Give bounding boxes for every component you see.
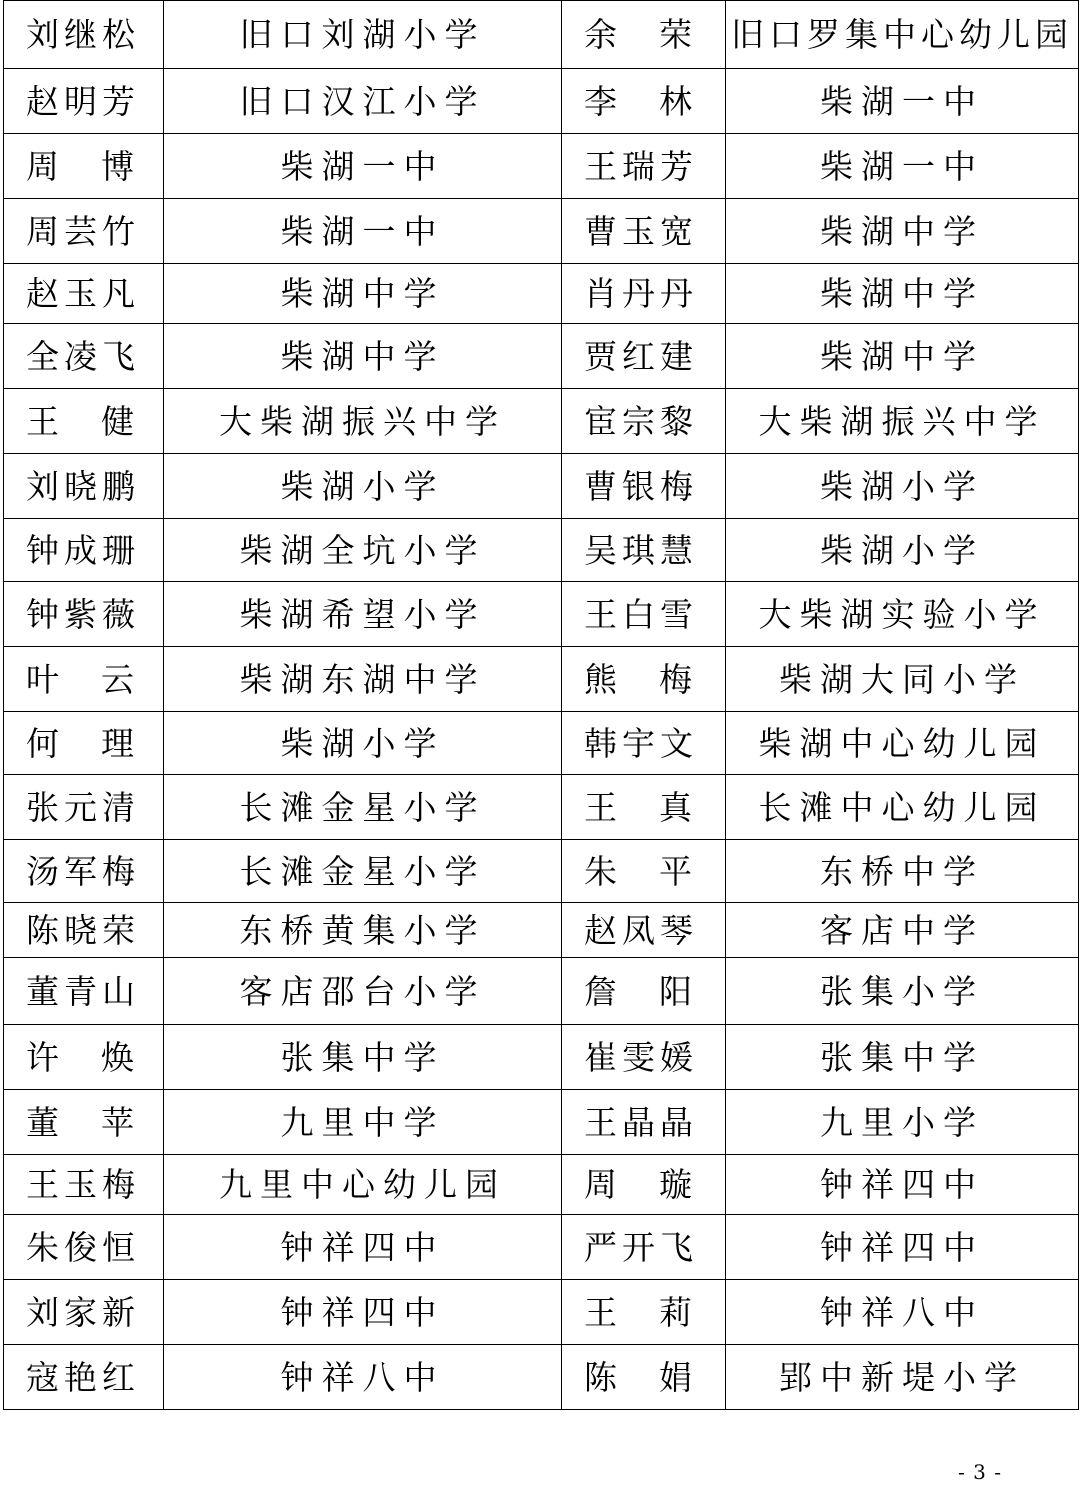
school-name-cell: 大柴湖振兴中学 xyxy=(164,389,562,454)
table-row xyxy=(4,903,1079,958)
teacher-name-cell xyxy=(4,647,164,712)
school-name-cell: 旧口罗集中心幼儿园 xyxy=(726,1,1079,69)
table-row xyxy=(4,775,1079,840)
teacher-name: 余 荣 xyxy=(584,15,692,54)
table-row xyxy=(4,1,1079,69)
school-name-cell: 柴湖小学 xyxy=(726,454,1079,519)
teacher-name-cell: 赵凤琴 xyxy=(562,903,726,958)
school-name-cell: 柴湖中学 xyxy=(164,264,562,324)
school-name-cell: 钟祥四中 xyxy=(164,1280,562,1345)
teacher-name-cell: 肖丹丹 xyxy=(562,264,726,324)
school-name-cell: 长滩金星小学 xyxy=(164,775,562,840)
teacher-name-cell: 曹玉宽 xyxy=(562,199,726,264)
teacher-name-cell: 刘晓鹏 xyxy=(4,454,164,519)
teacher-name-cell: 赵明芳 xyxy=(4,69,164,134)
teacher-name-cell: 钟紫薇 xyxy=(4,582,164,647)
teacher-name-cell: 全凌飞 xyxy=(4,324,164,389)
school-name-cell: 张集中学 xyxy=(726,1025,1079,1090)
school-name-cell: 郢中新堤小学 xyxy=(726,1345,1079,1410)
teacher-name: 陈 娟 xyxy=(584,1357,692,1397)
school-name-cell: 柴湖小学 xyxy=(164,454,562,519)
teacher-name-cell: 朱俊恒 xyxy=(4,1215,164,1280)
table-row xyxy=(4,1025,1079,1090)
teacher-name: 詹 阳 xyxy=(584,971,692,1011)
school-name-cell: 柴湖大同小学 xyxy=(726,647,1079,712)
teacher-name: 熊 梅 xyxy=(584,659,692,699)
teacher-name: 周 璇 xyxy=(584,1165,692,1204)
teacher-name: 董 苹 xyxy=(26,1102,134,1142)
table-row xyxy=(4,1280,1079,1345)
teacher-name-cell: 王玉梅 xyxy=(4,1155,164,1215)
roster-table xyxy=(3,0,1079,1410)
school-name-cell: 柴湖中学 xyxy=(726,199,1079,264)
table-row xyxy=(4,519,1079,582)
teacher-name-cell: 严开飞 xyxy=(562,1215,726,1280)
table-row xyxy=(4,582,1079,647)
teacher-name: 周 博 xyxy=(26,146,134,186)
teacher-name-cell: 宦宗黎 xyxy=(562,389,726,454)
school-name-cell: 柴湖小学 xyxy=(164,712,562,775)
table-row xyxy=(4,264,1079,324)
school-name-cell: 大柴湖实验小学 xyxy=(726,582,1079,647)
teacher-name-cell xyxy=(4,712,164,775)
school-name-cell: 柴湖一中 xyxy=(726,134,1079,199)
school-name-cell: 旧口刘湖小学 xyxy=(164,1,562,69)
school-name-cell: 柴湖一中 xyxy=(726,69,1079,134)
school-name-cell: 柴湖中学 xyxy=(726,264,1079,324)
teacher-name-cell: 崔雯媛 xyxy=(562,1025,726,1090)
teacher-name-cell: 王瑞芳 xyxy=(562,134,726,199)
teacher-name: 王 健 xyxy=(26,401,134,441)
teacher-name-cell xyxy=(562,69,726,134)
table-row xyxy=(4,1215,1079,1280)
school-name-cell: 柴湖东湖中学 xyxy=(164,647,562,712)
school-name-cell: 钟祥四中 xyxy=(726,1215,1079,1280)
teacher-name-cell: 刘继松 xyxy=(4,1,164,69)
teacher-name-cell: 吴琪慧 xyxy=(562,519,726,582)
school-name-cell: 钟祥四中 xyxy=(164,1215,562,1280)
table-row xyxy=(4,1090,1079,1155)
school-name-cell: 客店邵台小学 xyxy=(164,958,562,1025)
school-name-cell: 钟祥四中 xyxy=(726,1155,1079,1215)
table-row xyxy=(4,647,1079,712)
teacher-name-cell: 周芸竹 xyxy=(4,199,164,264)
table-row xyxy=(4,454,1079,519)
teacher-name-cell xyxy=(562,775,726,840)
teacher-name: 朱 平 xyxy=(584,851,692,891)
teacher-name-cell xyxy=(562,1155,726,1215)
table-row xyxy=(4,712,1079,775)
teacher-name-cell: 曹银梅 xyxy=(562,454,726,519)
school-name-cell: 东桥黄集小学 xyxy=(164,903,562,958)
teacher-name-cell xyxy=(562,1280,726,1345)
table-row xyxy=(4,199,1079,264)
school-name-cell: 大柴湖振兴中学 xyxy=(726,389,1079,454)
table-row xyxy=(4,134,1079,199)
teacher-name-cell: 赵玉凡 xyxy=(4,264,164,324)
table-row xyxy=(4,1155,1079,1215)
teacher-name: 许 焕 xyxy=(26,1037,134,1077)
school-name-cell: 柴湖一中 xyxy=(164,134,562,199)
school-name-cell: 柴湖希望小学 xyxy=(164,582,562,647)
school-name-cell: 客店中学 xyxy=(726,903,1079,958)
table-row xyxy=(4,840,1079,903)
table-row xyxy=(4,389,1079,454)
school-name-cell: 旧口汉江小学 xyxy=(164,69,562,134)
teacher-name-cell xyxy=(4,134,164,199)
teacher-name-cell: 陈晓荣 xyxy=(4,903,164,958)
teacher-name-cell: 王白雪 xyxy=(562,582,726,647)
teacher-name: 叶 云 xyxy=(26,659,134,699)
teacher-name-cell: 韩宇文 xyxy=(562,712,726,775)
teacher-name: 何 理 xyxy=(26,723,134,763)
roster-body xyxy=(4,1,1079,1410)
school-name-cell: 柴湖中心幼儿园 xyxy=(726,712,1079,775)
teacher-name-cell: 刘家新 xyxy=(4,1280,164,1345)
teacher-name-cell: 董青山 xyxy=(4,958,164,1025)
school-name-cell: 钟祥八中 xyxy=(726,1280,1079,1345)
teacher-name-cell: 寇艳红 xyxy=(4,1345,164,1410)
school-name-cell: 九里中学 xyxy=(164,1090,562,1155)
school-name-cell: 钟祥八中 xyxy=(164,1345,562,1410)
teacher-name-cell xyxy=(562,840,726,903)
school-name-cell: 长滩中心幼儿园 xyxy=(726,775,1079,840)
school-name-cell: 九里小学 xyxy=(726,1090,1079,1155)
teacher-name-cell xyxy=(562,1345,726,1410)
teacher-name: 李 林 xyxy=(584,81,692,121)
table-row xyxy=(4,324,1079,389)
school-name-cell: 柴湖中学 xyxy=(726,324,1079,389)
teacher-name-cell xyxy=(4,1025,164,1090)
school-name-cell: 东桥中学 xyxy=(726,840,1079,903)
teacher-name-cell xyxy=(562,1,726,69)
teacher-name: 王 真 xyxy=(584,787,692,827)
school-name-cell: 张集小学 xyxy=(726,958,1079,1025)
table-row xyxy=(4,1345,1079,1410)
page-number: - 3 - xyxy=(958,1460,1002,1484)
teacher-name-cell: 张元清 xyxy=(4,775,164,840)
teacher-name-cell xyxy=(562,958,726,1025)
school-name-cell: 长滩金星小学 xyxy=(164,840,562,903)
teacher-name-cell: 王晶晶 xyxy=(562,1090,726,1155)
school-name-cell: 柴湖全坑小学 xyxy=(164,519,562,582)
teacher-name-cell xyxy=(562,647,726,712)
table-row xyxy=(4,69,1079,134)
teacher-name: 王 莉 xyxy=(584,1292,692,1332)
teacher-name-cell: 汤军梅 xyxy=(4,840,164,903)
teacher-name-cell: 贾红建 xyxy=(562,324,726,389)
school-name-cell: 九里中心幼儿园 xyxy=(164,1155,562,1215)
teacher-name-cell xyxy=(4,389,164,454)
school-name-cell: 张集中学 xyxy=(164,1025,562,1090)
table-row xyxy=(4,958,1079,1025)
teacher-name-cell xyxy=(4,1090,164,1155)
school-name-cell: 柴湖小学 xyxy=(726,519,1079,582)
teacher-name-cell: 钟成珊 xyxy=(4,519,164,582)
school-name-cell: 柴湖一中 xyxy=(164,199,562,264)
school-name-cell: 柴湖中学 xyxy=(164,324,562,389)
